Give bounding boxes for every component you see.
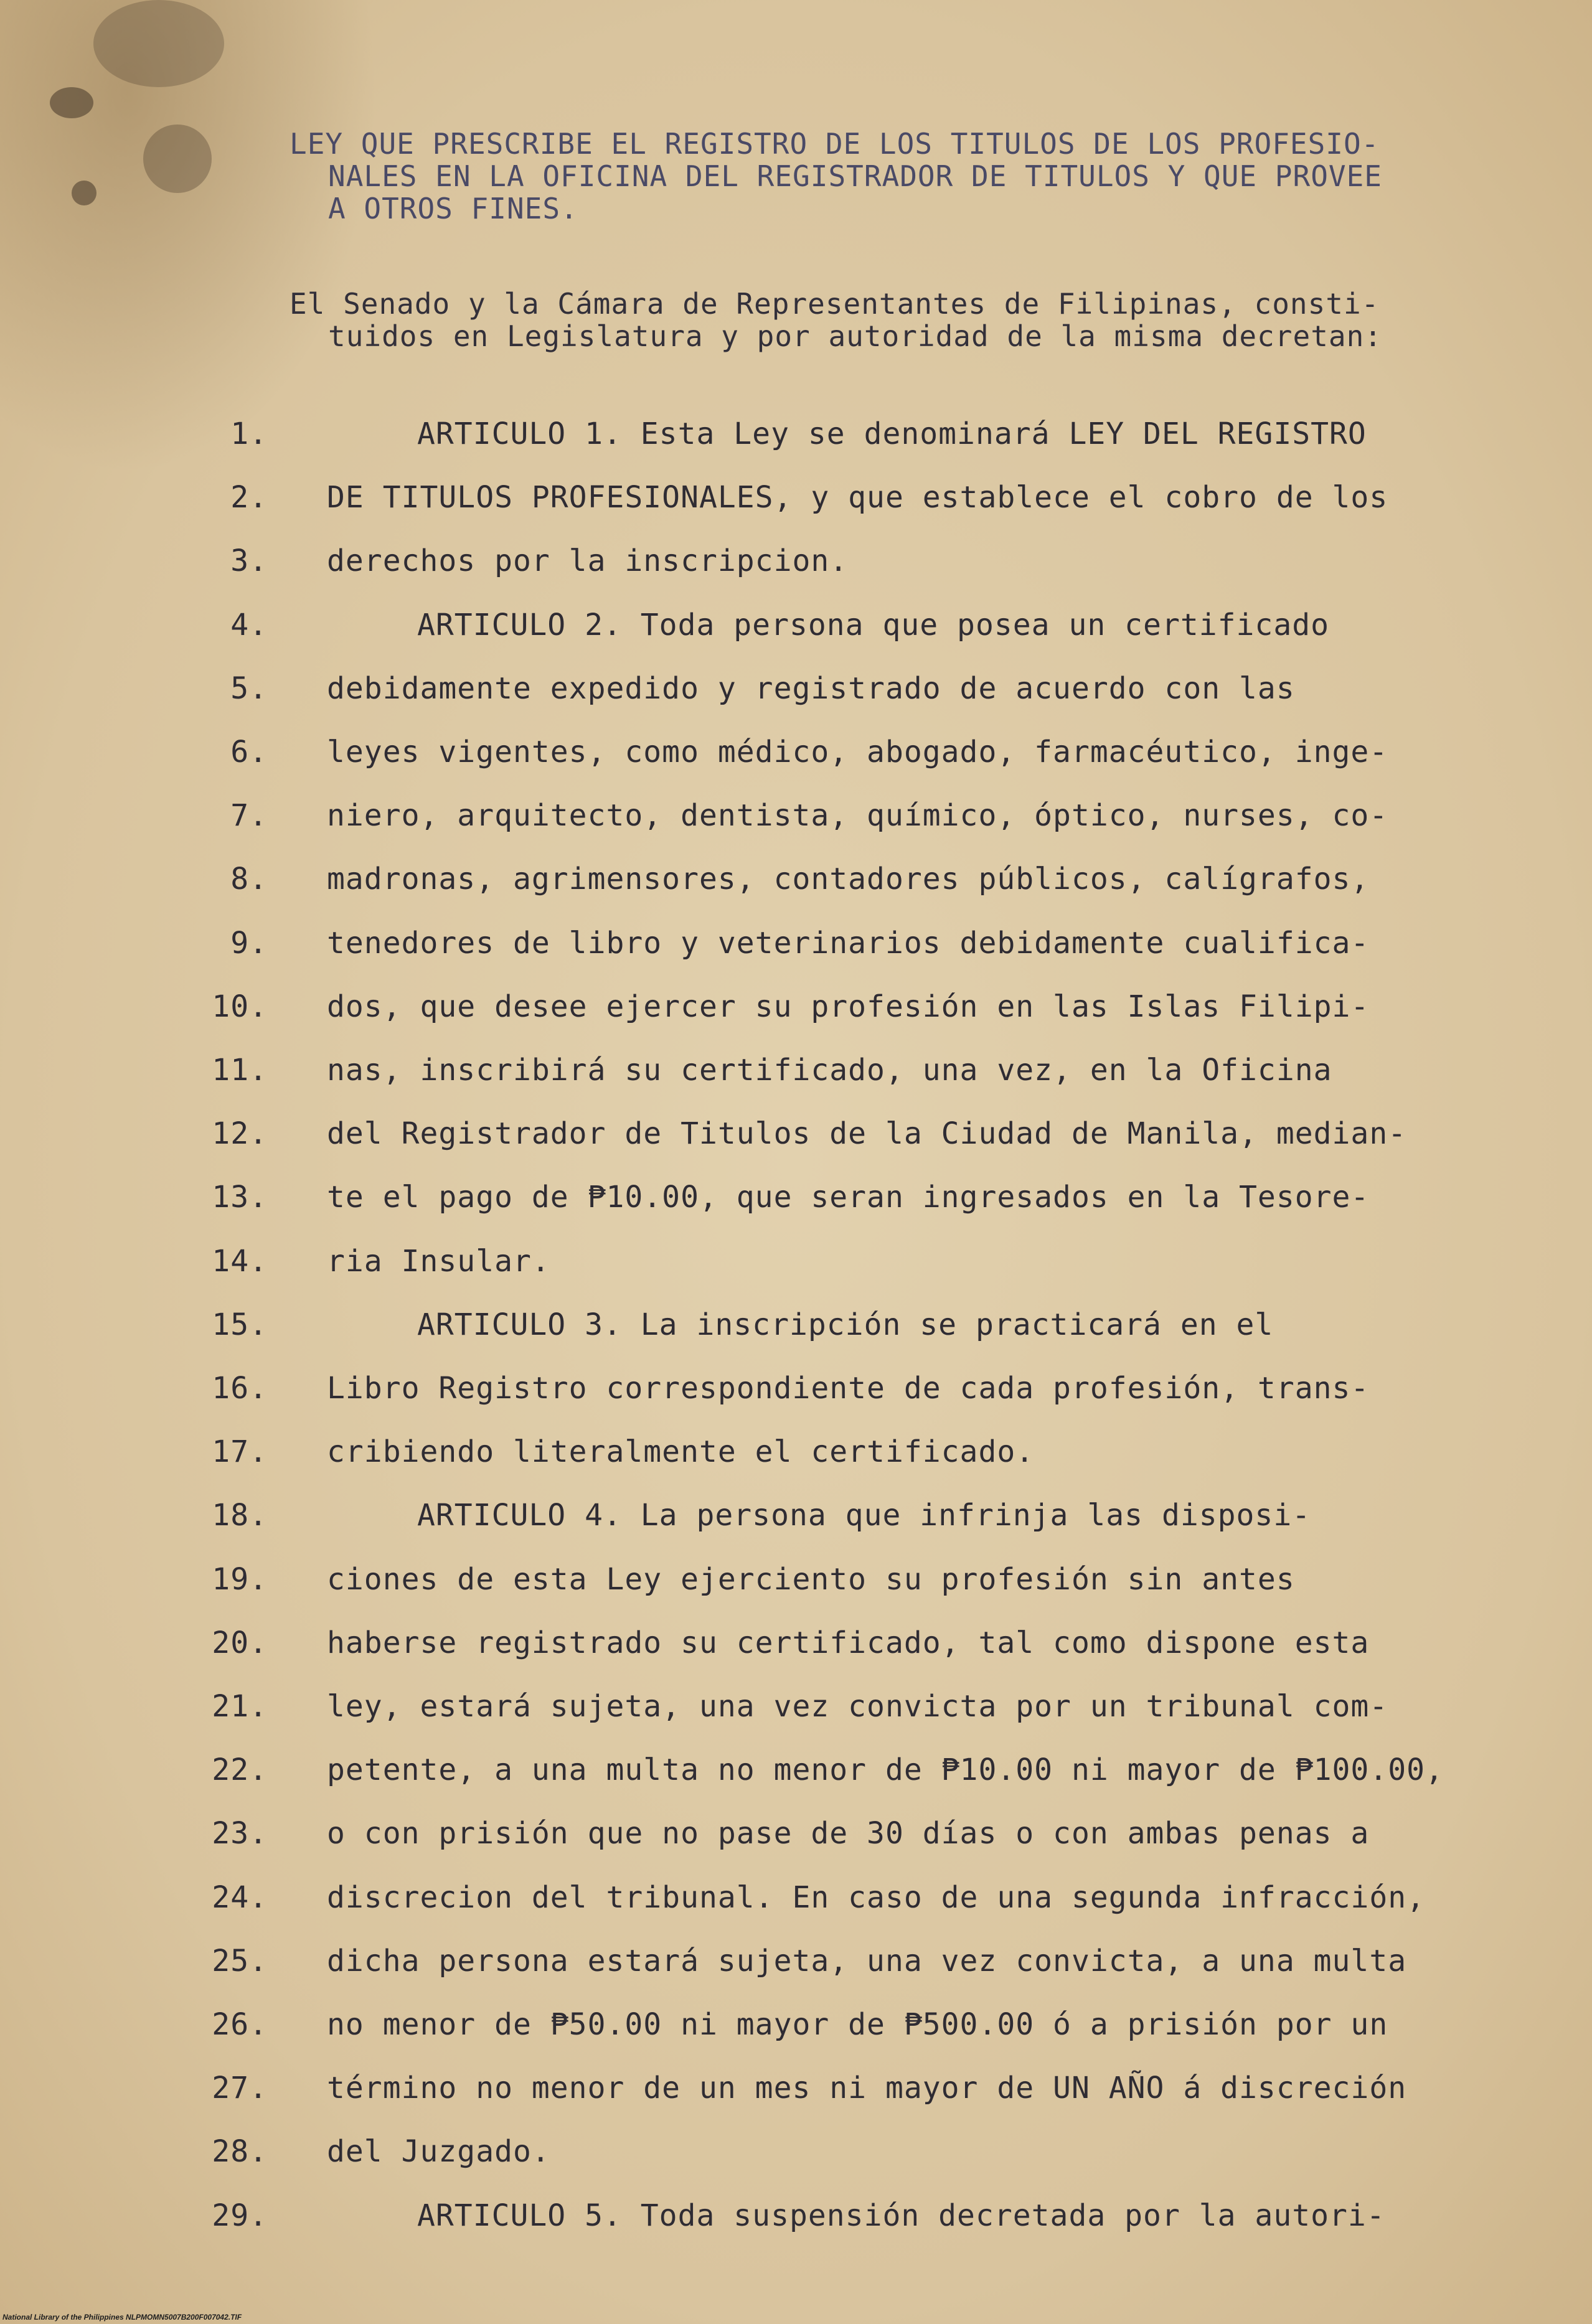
line-number: 8.	[230, 862, 268, 897]
enacting-line: tuidos en Legislatura y por autoridad de la misma decretan:	[328, 319, 1382, 353]
numbered-line	[199, 1748, 1569, 1792]
numbered-line	[199, 2194, 1569, 2237]
line-text: ARTICULO 5. Toda suspensión decretada por la autori-	[417, 2198, 1385, 2233]
numbered-line	[199, 985, 1569, 1028]
line-number: 28.	[212, 2134, 268, 2170]
numbered-line	[199, 1175, 1569, 1219]
numbered-line	[199, 1685, 1569, 1728]
line-number: 2.	[230, 480, 268, 515]
line-number: 19.	[212, 1561, 268, 1597]
line-number: 7.	[230, 798, 268, 834]
line-text: ria Insular.	[327, 1243, 550, 1279]
numbered-line	[199, 2003, 1569, 2046]
line-text: cribiendo literalmente el certificado.	[327, 1434, 1035, 1470]
line-text: niero, arquitecto, dentista, químico, óptico, nurses, co-	[327, 798, 1388, 834]
numbered-line	[199, 412, 1569, 456]
line-text: te el pago de ₱10.00, que seran ingresados en la Tesore-	[327, 1180, 1370, 1215]
line-text: no menor de ₱50.00 ni mayor de ₱500.00 ó a prisión por un	[327, 2007, 1388, 2042]
line-number: 27.	[212, 2071, 268, 2106]
line-text: discrecion del tribunal. En caso de una segunda infracción,	[327, 1879, 1426, 1915]
line-text: dicha persona estará sujeta, una vez convicta, a una multa	[327, 1943, 1407, 1978]
line-number: 10.	[212, 989, 268, 1024]
line-number: 25.	[212, 1943, 268, 1978]
line-text: ARTICULO 4. La persona que infrinja las disposi-	[417, 1498, 1311, 1533]
numbered-line	[199, 1240, 1569, 1283]
line-text: haberse registrado su certificado, tal como dispone esta	[327, 1625, 1370, 1660]
numbered-line	[199, 539, 1569, 583]
line-number: 11.	[212, 1053, 268, 1088]
line-number: 22.	[212, 1752, 268, 1788]
line-number: 1.	[230, 416, 268, 451]
line-text: tenedores de libro y veterinarios debidamente cualifica-	[327, 925, 1370, 961]
line-text: ARTICULO 3. La inscripción se practicará en el	[417, 1307, 1274, 1342]
numbered-line	[199, 476, 1569, 519]
line-text: ARTICULO 2. Toda persona que posea un certificado	[417, 607, 1330, 642]
line-number: 26.	[212, 2007, 268, 2042]
line-number: 12.	[212, 1116, 268, 1152]
line-number: 23.	[212, 1816, 268, 1851]
numbered-line	[199, 921, 1569, 965]
line-text: leyes vigentes, como médico, abogado, farmacéutico, inge-	[327, 735, 1388, 769]
line-number: 17.	[212, 1434, 268, 1470]
footer-caption: National Library of the Philippines NLPMOMN5007B200F007042.TIF	[2, 2313, 242, 2322]
line-number: 14.	[212, 1243, 268, 1279]
numbered-line	[199, 1876, 1569, 1919]
numbered-line	[199, 1367, 1569, 1410]
numbered-line	[199, 1430, 1569, 1474]
line-text: ciones de esta Ley ejerciento su profesión sin antes	[327, 1561, 1295, 1597]
line-text: madronas, agrimensores, contadores públicos, calígrafos,	[327, 862, 1370, 897]
numbered-line	[199, 2066, 1569, 2110]
numbered-line	[199, 603, 1569, 647]
line-text: debidamente expedido y registrado de acuerdo con las	[327, 670, 1295, 706]
title-line: NALES EN LA OFICINA DEL REGISTRADOR DE TITULOS Y QUE PROVEE	[328, 159, 1382, 193]
line-number: 16.	[212, 1371, 268, 1406]
numbered-line	[199, 2130, 1569, 2173]
line-text: término no menor de un mes ni mayor de UN AÑO á discreción	[327, 2071, 1407, 2106]
line-text: o con prisión que no pase de 30 días o con ambas penas a	[327, 1816, 1370, 1851]
line-number: 24.	[212, 1879, 268, 1915]
numbered-line	[199, 667, 1569, 710]
title-line: A OTROS FINES.	[328, 192, 578, 225]
numbered-line	[199, 1939, 1569, 1983]
line-number: 13.	[212, 1180, 268, 1215]
numbered-line	[199, 1494, 1569, 1537]
line-text: derechos por la inscripcion.	[327, 543, 849, 579]
title-line: LEY QUE PRESCRIBE EL REGISTRO DE LOS TITULOS DE LOS PROFESIO-	[290, 127, 1380, 161]
numbered-line	[199, 730, 1569, 774]
numbered-line	[199, 794, 1569, 837]
numbered-line	[199, 1621, 1569, 1665]
line-text: Libro Registro correspondiente de cada profesión, trans-	[327, 1371, 1370, 1406]
line-number: 4.	[230, 607, 268, 642]
line-number: 21.	[212, 1689, 268, 1724]
line-text: dos, que desee ejercer su profesión en las Islas Filipi-	[327, 989, 1370, 1024]
line-text: del Registrador de Titulos de la Ciudad de Manila, median-	[327, 1116, 1407, 1152]
line-number: 6.	[230, 735, 268, 769]
line-number: 9.	[230, 925, 268, 961]
numbered-line	[199, 857, 1569, 901]
line-text: del Juzgado.	[327, 2134, 550, 2170]
line-number: 20.	[212, 1625, 268, 1660]
line-text: petente, a una multa no menor de ₱10.00 ni mayor de ₱100.00,	[327, 1752, 1444, 1788]
line-number: 5.	[230, 670, 268, 706]
numbered-line	[199, 1303, 1569, 1347]
numbered-line	[199, 1558, 1569, 1601]
line-text: ARTICULO 1. Esta Ley se denominará LEY DEL REGISTRO	[417, 416, 1367, 451]
line-number: 15.	[212, 1307, 268, 1342]
line-text: ley, estará sujeta, una vez convicta por un tribunal com-	[327, 1689, 1388, 1724]
line-text: nas, inscribirá su certificado, una vez, en la Oficina	[327, 1053, 1332, 1088]
line-number: 3.	[230, 543, 268, 579]
numbered-line	[199, 1112, 1569, 1155]
numbered-line	[199, 1812, 1569, 1855]
line-number: 18.	[212, 1498, 268, 1533]
enacting-line: El Senado y la Cámara de Representantes de Filipinas, consti-	[290, 287, 1380, 321]
numbered-line	[199, 1048, 1569, 1092]
line-number: 29.	[212, 2198, 268, 2233]
line-text: DE TITULOS PROFESIONALES, y que establece el cobro de los	[327, 480, 1388, 515]
